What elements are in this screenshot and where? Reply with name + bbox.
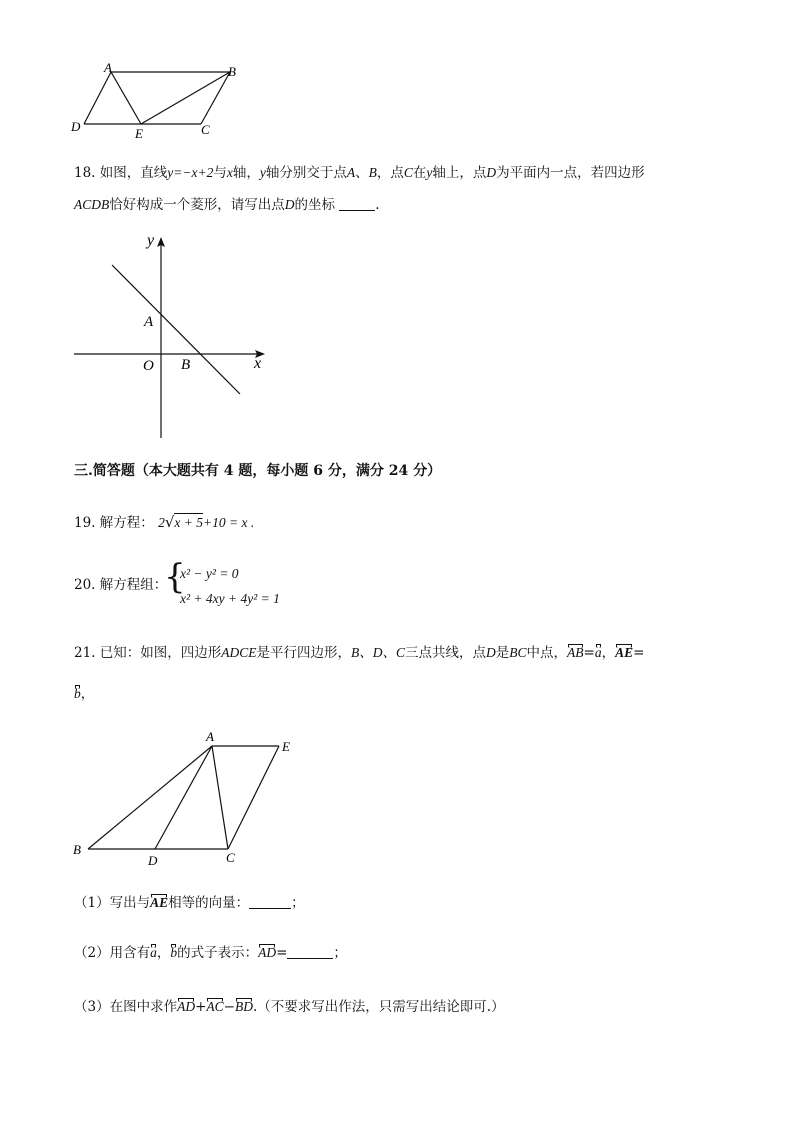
q18-answer-blank[interactable]: [339, 198, 375, 211]
q21-sub3-text: −: [223, 999, 235, 1015]
q18-equation: y=−x+2: [167, 165, 214, 180]
q21-line2: [74, 687, 94, 702]
q18-var: B: [368, 165, 377, 180]
q21-text: ，: [601, 645, 616, 661]
q21-sub2-answer-blank[interactable]: [287, 946, 333, 959]
q18-text: 的坐标: [294, 197, 335, 213]
label-E: E: [135, 126, 143, 141]
q18-var: ACDB: [74, 197, 110, 212]
q20-equation-1: x² − y² = 0: [180, 566, 239, 581]
vector-b: b: [170, 945, 178, 960]
q21-sub1-answer-blank[interactable]: [249, 896, 291, 909]
q18-text: 恰好构成一个菱形，请写出点: [109, 197, 285, 213]
q18-text: 轴上，点: [432, 165, 487, 181]
sqrt-icon: √: [164, 513, 175, 531]
seg-AD: [155, 746, 212, 849]
q19-text: 解方程：: [99, 515, 154, 531]
q21-sub2-text: ；: [333, 945, 347, 961]
label-y: y: [147, 232, 155, 249]
q21-text: 已知：如图，四边形: [99, 645, 222, 661]
q21-text: =: [633, 645, 645, 661]
vector-a: a: [150, 945, 157, 960]
seg-EC: [228, 746, 279, 849]
q21-sub1: [74, 896, 305, 911]
q21-text: ，: [80, 686, 95, 702]
q20-number: 20.: [74, 577, 96, 593]
q18-var: D: [486, 165, 497, 180]
vector-b: b: [74, 686, 81, 701]
vector-AE: AE: [150, 895, 169, 910]
label-D: D: [71, 119, 81, 134]
q21-sub2-text: ，: [156, 945, 171, 961]
vector-a: a: [594, 645, 602, 660]
q21-line1: [74, 646, 644, 661]
label-x: x: [254, 355, 262, 372]
label-C: C: [226, 850, 235, 865]
q18-text: 为平面内一点，若四边形: [496, 165, 645, 181]
q18-text: .: [375, 197, 380, 213]
vector-BD: BD: [234, 999, 253, 1014]
q21-sub1-text: （1）写出与: [74, 895, 151, 911]
q21-sub2-text: 的式子表示：: [177, 945, 259, 961]
q21-sub1-text: ；: [291, 895, 305, 911]
vector-AE: AE: [615, 645, 634, 660]
q18-line2: [74, 198, 380, 213]
label-B: B: [181, 357, 191, 373]
q19-eq-rest: +10 = x .: [203, 515, 255, 530]
q21-sub3-text: +: [195, 999, 207, 1015]
q18-text: 轴，: [232, 165, 260, 181]
q21-var: D: [486, 645, 496, 660]
q18-text: 、: [355, 165, 369, 181]
q18-var: C: [403, 165, 413, 180]
seg-EB: [141, 72, 230, 124]
q20-text: 解方程组：: [99, 577, 168, 593]
q21-sub3-text: .（不要求写出作法，只需写出结论即可.）: [252, 999, 505, 1015]
q19-number: 19.: [74, 515, 96, 531]
q20-equation-2: x² + 4xy + 4y² = 1: [180, 591, 280, 606]
q19-radicand: x + 5: [174, 515, 203, 530]
q21-sub2-text: =: [276, 945, 288, 961]
label-A: A: [104, 60, 112, 75]
label-E: E: [282, 739, 290, 754]
label-D: D: [148, 853, 158, 868]
seg-AC: [212, 746, 228, 849]
q21-text: 是: [495, 645, 510, 661]
q21-sub3: [74, 1000, 505, 1015]
q18-text: ，点: [376, 165, 404, 181]
vector-AB: AB: [567, 645, 584, 660]
figure-parallelogram-bottom: [66, 726, 306, 871]
q18-var: y: [426, 165, 433, 180]
q18-number: 18.: [74, 165, 96, 181]
line-y-eq-neg-x-plus-2: [112, 265, 240, 394]
q21-sub2-text: （2）用含有: [74, 945, 151, 961]
vector-AD: AD: [177, 999, 196, 1014]
q19: [74, 515, 254, 531]
q21-text: 中点，: [526, 645, 568, 661]
vector-AC: AC: [206, 999, 224, 1014]
q21-sub3-text: （3）在图中求作: [74, 999, 178, 1015]
q21-sub1-text: 相等的向量：: [168, 895, 250, 911]
label-A: A: [206, 729, 214, 744]
seg-AB: [88, 746, 212, 849]
q18-text: 如图，直线: [99, 165, 168, 181]
q18-line1: [74, 166, 645, 181]
label-C: C: [201, 122, 210, 137]
q19-eq-coef: 2: [158, 515, 165, 530]
label-O: O: [143, 358, 154, 374]
figure-coordinate-axes: [66, 228, 276, 443]
q21-text: 三点共线，点: [405, 645, 487, 661]
q18-var: D: [284, 197, 295, 212]
q20-brace-icon: {: [164, 557, 186, 597]
figure-parallelogram-top: [60, 58, 260, 143]
label-B: B: [228, 64, 236, 79]
q21-text: =: [583, 645, 595, 661]
q18-var: x: [226, 165, 233, 180]
q21-text: 是平行四边形，: [256, 645, 352, 661]
q18-text: 与: [213, 165, 227, 181]
seg-AE: [111, 72, 141, 124]
q18-var: A: [346, 165, 356, 180]
q21-var: ADCE: [221, 645, 257, 660]
q21-number: 21.: [74, 645, 96, 661]
q18-text: 轴分别交于点: [265, 165, 347, 181]
q18-text: 在: [412, 165, 427, 181]
q20-label: [74, 579, 167, 593]
vector-AD: AD: [258, 945, 277, 960]
q21-sub2: [74, 946, 347, 961]
q21-var: B、D、C: [351, 645, 406, 660]
label-B: B: [73, 842, 81, 857]
q18-var: y: [259, 165, 266, 180]
q21-var: BC: [509, 645, 527, 660]
section-3-heading: 三.简答题（本大题共有 4 题，每小题 6 分，满分 24 分）: [74, 463, 442, 479]
seg-AD: [84, 72, 111, 124]
label-A: A: [144, 314, 154, 330]
